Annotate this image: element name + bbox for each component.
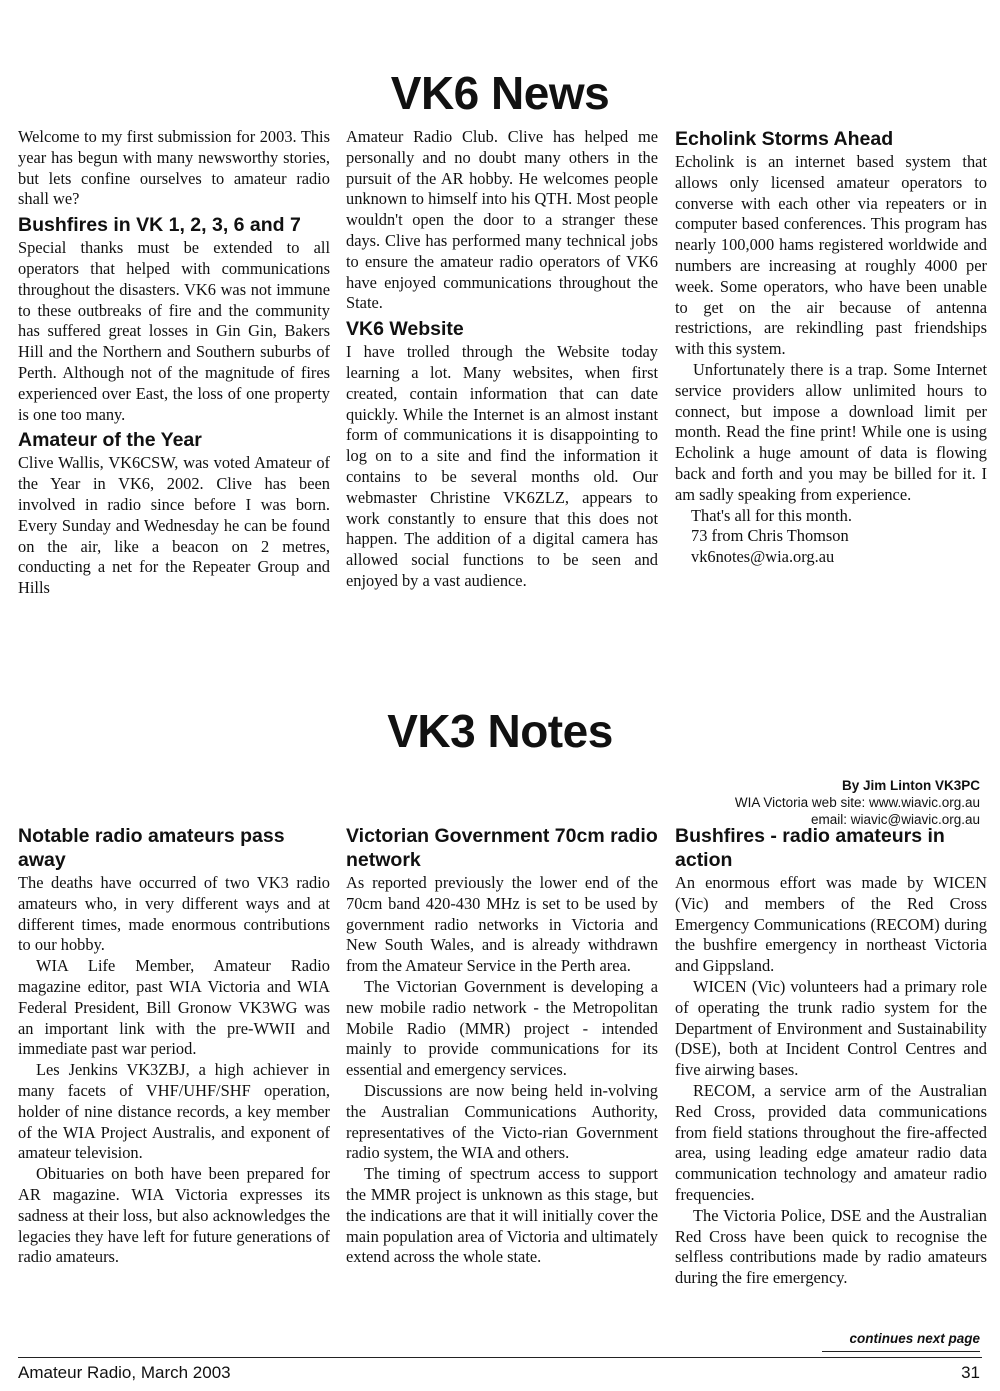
bushfires-action-heading: Bushfires - radio amateurs in action — [675, 825, 945, 871]
vk6-news-title: VK6 News — [390, 67, 610, 119]
vk3-byline — [735, 777, 980, 828]
bushfires-heading: Bushfires in VK 1, 2, 3, 6 and 7 — [18, 214, 301, 237]
vk6-column-3 — [675, 127, 987, 568]
notable-paragraph-2: WIA Life Member, Amateur Radio magazine editor, past WIA Victoria and WIA Federal President, Bill Gronow VK3WG was an important link with the pre-WWII and immediate past war period. — [18, 956, 330, 1059]
victorian-paragraph-2: The Victorian Government is developing a new mobile radio network - the Metropolitan Mobile Radio (MMR) project - intended mainly to provide communications for its essential and emergency services. — [346, 976, 658, 1080]
notable-paragraph-4: Obituaries on both have been prepared for AR magazine. WIA Victoria expresses its sadness at their loss, but also acknowledges the legacies they have left for future generations of radio amateurs. — [18, 1164, 330, 1267]
page-number: 31 — [961, 1363, 980, 1382]
amateur-of-year-continued: Amateur Radio Club. Clive has helped me personally and no doubt many others in the pursuit of the AR hobby. He welcomes people unknown to himself into his QTH. Most people wouldn't open the door to a stranger these days. Clive has performed many technical jobs to ensure the amateur radio operators of VK6 have enjoyed communications throughout the State. — [346, 127, 658, 313]
vk3-column-1 — [18, 824, 330, 1268]
byline-website: WIA Victoria web site: www.wiavic.org.au — [734, 795, 980, 810]
amateur-of-year-paragraph: Clive Wallis, VK6CSW, was voted Amateur of the Year in VK6, 2002. Clive has been involved in radio since before I was born. Every Sunday and Wednesday he can be found on the air, like a beacon on 2 metres, conducting a net for the Repeater Group and Hills — [18, 453, 330, 598]
vk6-website-paragraph: I have trolled through the Website today learning a lot. Many websites, when first created, contain information that can date quickly. While the Internet is an almost instant form of communications it is disappointing to log on to a site and find the information it contains to be several months old. Our webmaster Christine VK6ZLZ, appears to work constantly to ensure that this does not happen. The addition of a digital camera has allowed social functions to be seen and enjoyed by a vast audience. — [346, 342, 658, 590]
bushfires-action-paragraph-2: WICEN (Vic) volunteers had a primary role of operating the trunk radio system for the Department of Environment and Sustainability (DSE), both at Incident Control Centres and five airwing bases. — [675, 976, 987, 1080]
signoff-author: 73 from Chris Thomson — [691, 526, 849, 546]
footer-publication: Amateur Radio, March 2003 — [18, 1363, 231, 1382]
vk3-column-2 — [346, 824, 658, 1268]
bushfires-action-paragraph-1: An enormous effort was made by WICEN (Vic) and members of the Red Cross Emergency Communications (RECOM) during the bushfire emergency in northeast Victoria and Gippsland. — [675, 873, 987, 976]
byline-author: By Jim Linton VK3PC — [841, 778, 980, 793]
signoff-email: vk6notes@wia.org.au — [691, 547, 835, 567]
notable-amateurs-heading: Notable radio amateurs pass away — [18, 825, 285, 871]
bushfires-action-paragraph-4: The Victoria Police, DSE and the Australian Red Cross have been quick to recognise the selfless contributions made by radio amateurs during the fire emergency. — [675, 1205, 987, 1288]
vk6-website-heading: VK6 Website — [346, 318, 464, 341]
vk6-column-1 — [18, 127, 330, 599]
vk6-intro-paragraph: Welcome to my first submission for 2003. This year has begun with many newsworthy stories, but lets confine ourselves to amateur radio shall we? — [18, 127, 330, 209]
victorian-paragraph-4: The timing of spectrum access to support the MMR project is unknown as this stage, but the indications are that it will initially cover the main population area of Victoria and ultimately extend across the whole state. — [346, 1164, 658, 1267]
bushfires-action-paragraph-3: RECOM, a service arm of the Australian Red Cross, provided data communications from field stations throughout the fire-affected area, using leading edge amateur radio data communication technology and amateur radio frequencies. — [675, 1080, 987, 1204]
victorian-government-heading: Victorian Government 70cm radio network — [346, 825, 658, 871]
amateur-of-year-heading: Amateur of the Year — [18, 429, 202, 452]
signoff-line: That's all for this month. — [691, 505, 852, 525]
vk6-column-2 — [346, 127, 658, 592]
notable-paragraph-3: Les Jenkins VK3ZBJ, a high achiever in many facets of VHF/UHF/SHF operation, holder of nine distance records, a key member of the WIA Project Australis, and exponent of amateur television. — [18, 1060, 330, 1163]
footer-rule — [18, 1357, 982, 1358]
echolink-heading: Echolink Storms Ahead — [675, 128, 894, 150]
bushfires-paragraph: Special thanks must be extended to all operators that helped with communications throughout the disasters. VK6 was not immune to these outbreaks of fire and the community has suffered great losses in Gin Gin, Bakers Hill and the Northern and Southern suburbs of Perth. Although not of the magnitude of fires experienced over East, the loss of one property is one too many. — [18, 238, 330, 424]
victorian-paragraph-3: Discussions are now being held in-volving the Australian Communications Authority, representatives of the Victo-rian Government radio system, the WIA and others. — [346, 1080, 658, 1163]
vk3-column-3 — [675, 824, 987, 1289]
echolink-paragraph-1: Echolink is an internet based system that allows only licensed amateur operators to converse with each other via repeaters or in computer based conferences. This program has nearly 100,000 hams registered worldwide and numbers are increasing at roughly 4000 per week. Some operators, who have been unable to get on the air because of antenna restrictions, are rekindling past friendships with this system. — [675, 152, 987, 359]
vk3-notes-title: VK3 Notes — [387, 705, 613, 757]
notable-paragraph-1: The deaths have occurred of two VK3 radio amateurs who, in very different ways and at different times, made enormous contributions to our hobby. — [18, 873, 330, 955]
continues-rule — [822, 1351, 980, 1352]
continues-next-page: continues next page — [849, 1331, 980, 1346]
byline-email: email: wiavic@wiavic.org.au — [810, 812, 980, 827]
victorian-paragraph-1: As reported previously the lower end of the 70cm band 420-430 MHz is set to be used by government radio networks in Victoria and New South Wales, and is already withdrawn from the Amateur Service in the Perth area. — [346, 873, 658, 976]
echolink-paragraph-2: Unfortunately there is a trap. Some Internet service providers allow unlimited hours to connect, but impose a download limit per month. Read the fine print! While one is using Echolink a huge amount of data is flowing back and forth and you may be billed for it. I am sadly speaking from experience. — [675, 359, 987, 504]
